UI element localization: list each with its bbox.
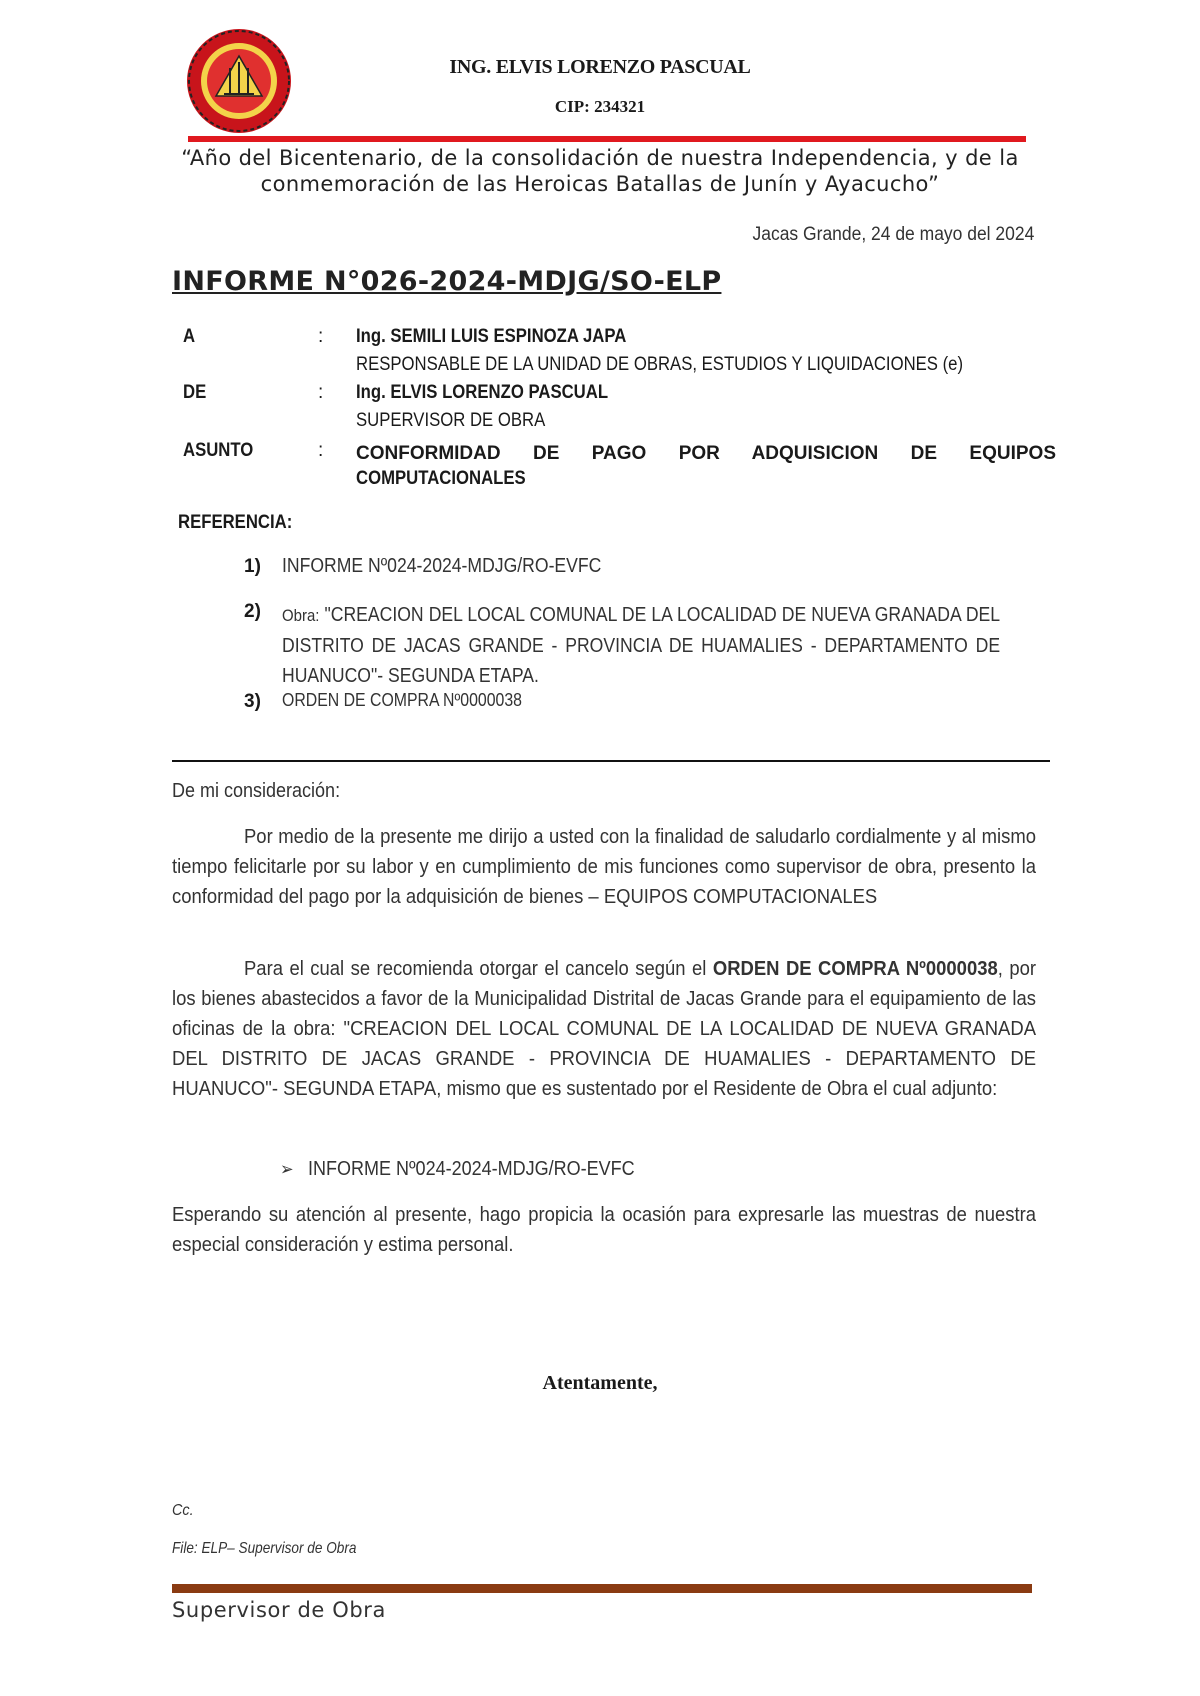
paragraph-2 (172, 954, 1036, 1104)
place-date: Jacas Grande, 24 de mayo del 2024 (752, 224, 1034, 245)
reference-number: 3) (244, 691, 261, 712)
purchase-order-ref: ORDEN DE COMPRA Nº0000038 (712, 957, 998, 980)
from-role: SUPERVISOR DE OBRA (356, 410, 546, 431)
subject-colon: : (318, 440, 324, 461)
reference-item-3: ORDEN DE COMPRA Nº0000038 (282, 690, 522, 710)
footer-text: Supervisor de Obra (172, 1598, 386, 1622)
to-role: RESPONSABLE DE LA UNIDAD DE OBRAS, ESTUDIOS Y LIQUIDACIONES (e) (356, 354, 964, 375)
paragraph-1 (172, 822, 1036, 912)
from-label: DE (183, 382, 207, 403)
from-name: Ing. ELVIS LORENZO PASCUAL (356, 382, 609, 403)
to-name: Ing. SEMILI LUIS ESPINOZA JAPA (356, 326, 627, 347)
closing: Atentamente, (542, 1372, 658, 1394)
paragraph-3: Esperando su atención al presente, hago propicia la ocasión para expresarle las muestras de nuestra especial consideración y estima personal. (172, 1203, 1036, 1256)
greeting: De mi consideración: (172, 780, 341, 802)
section-divider (172, 760, 1050, 762)
to-label: A (183, 326, 196, 347)
subject-line-1: CONFORMIDAD DE PAGO POR ADQUISICION DE EQUIPOS (356, 443, 1056, 464)
attachment-text: INFORME Nº024-2024-MDJG/RO-EVFC (307, 1158, 635, 1180)
from-colon: : (318, 382, 324, 403)
engineer-name-header: ING. ELVIS LORENZO PASCUAL (449, 56, 751, 78)
header-divider (188, 136, 1026, 142)
report-title: INFORME N°026-2024-MDJG/SO-ELP (172, 266, 722, 297)
year-motto: “Año del Bicentenario, de la consolidación de nuestra Independencia, y de la conmemoración de las Heroicas Batallas de Junín y Ayacucho” (181, 146, 1019, 196)
reference-number: 1) (244, 556, 261, 577)
attachment-item (280, 1158, 635, 1181)
paragraph-1-text: Por medio de la presente me dirijo a usted con la finalidad de saludarlo cordialmente y al mismo tiempo felicitarle por su labor y en cumplimiento de mis funciones como supervisor de obra, presento la conformidad del pago por la adquisición de bienes – EQUIPOS COMPUTACIONALES (172, 825, 1036, 908)
to-colon: : (318, 326, 324, 347)
paragraph-2-end: , por los bienes abastecidos a favor de la Municipalidad Distrital de Jacas Grande para el equipamiento de las oficinas de la obra: "CREACION DEL LOCAL COMUNAL DE LA LOCALIDAD DE NUEVA GRANADA DEL DISTRITO DE JACAS GRANDE - PROVINCIA DE HUAMALIES - DEPARTAMENTO DE HUANUCO"- SEGUNDA ETAPA, mismo que es sustentado por el Residente de Obra el cual adjunto: (172, 957, 1037, 1100)
paragraph-2-start: Para el cual se recomienda otorgar el cancelo según el (244, 957, 713, 980)
engineers-college-seal-logo (186, 28, 292, 134)
reference-item-2 (282, 600, 1000, 691)
cc-note: Cc. (172, 1502, 194, 1519)
reference-item-1: INFORME Nº024-2024-MDJG/RO-EVFC (282, 555, 602, 577)
footer-divider (172, 1584, 1032, 1593)
file-note: File: ELP– Supervisor de Obra (172, 1540, 357, 1557)
reference-number: 2) (244, 601, 261, 622)
subject-label: ASUNTO (183, 440, 254, 461)
references-label: REFERENCIA: (178, 512, 293, 533)
arrow-bullet-icon: ➢ (280, 1159, 294, 1180)
reference-item-2-text: "CREACION DEL LOCAL COMUNAL DE LA LOCALIDAD DE NUEVA GRANADA DEL DISTRITO DE JACAS GRANDE - PROVINCIA DE HUAMALIES - DEPARTAMENTO DE HUANUCO"- SEGUNDA ETAPA. (282, 604, 1001, 687)
reference-item-2-prefix: Obra: (282, 606, 320, 625)
cip-number: CIP: 234321 (554, 97, 646, 116)
subject-line-2: COMPUTACIONALES (356, 468, 526, 489)
